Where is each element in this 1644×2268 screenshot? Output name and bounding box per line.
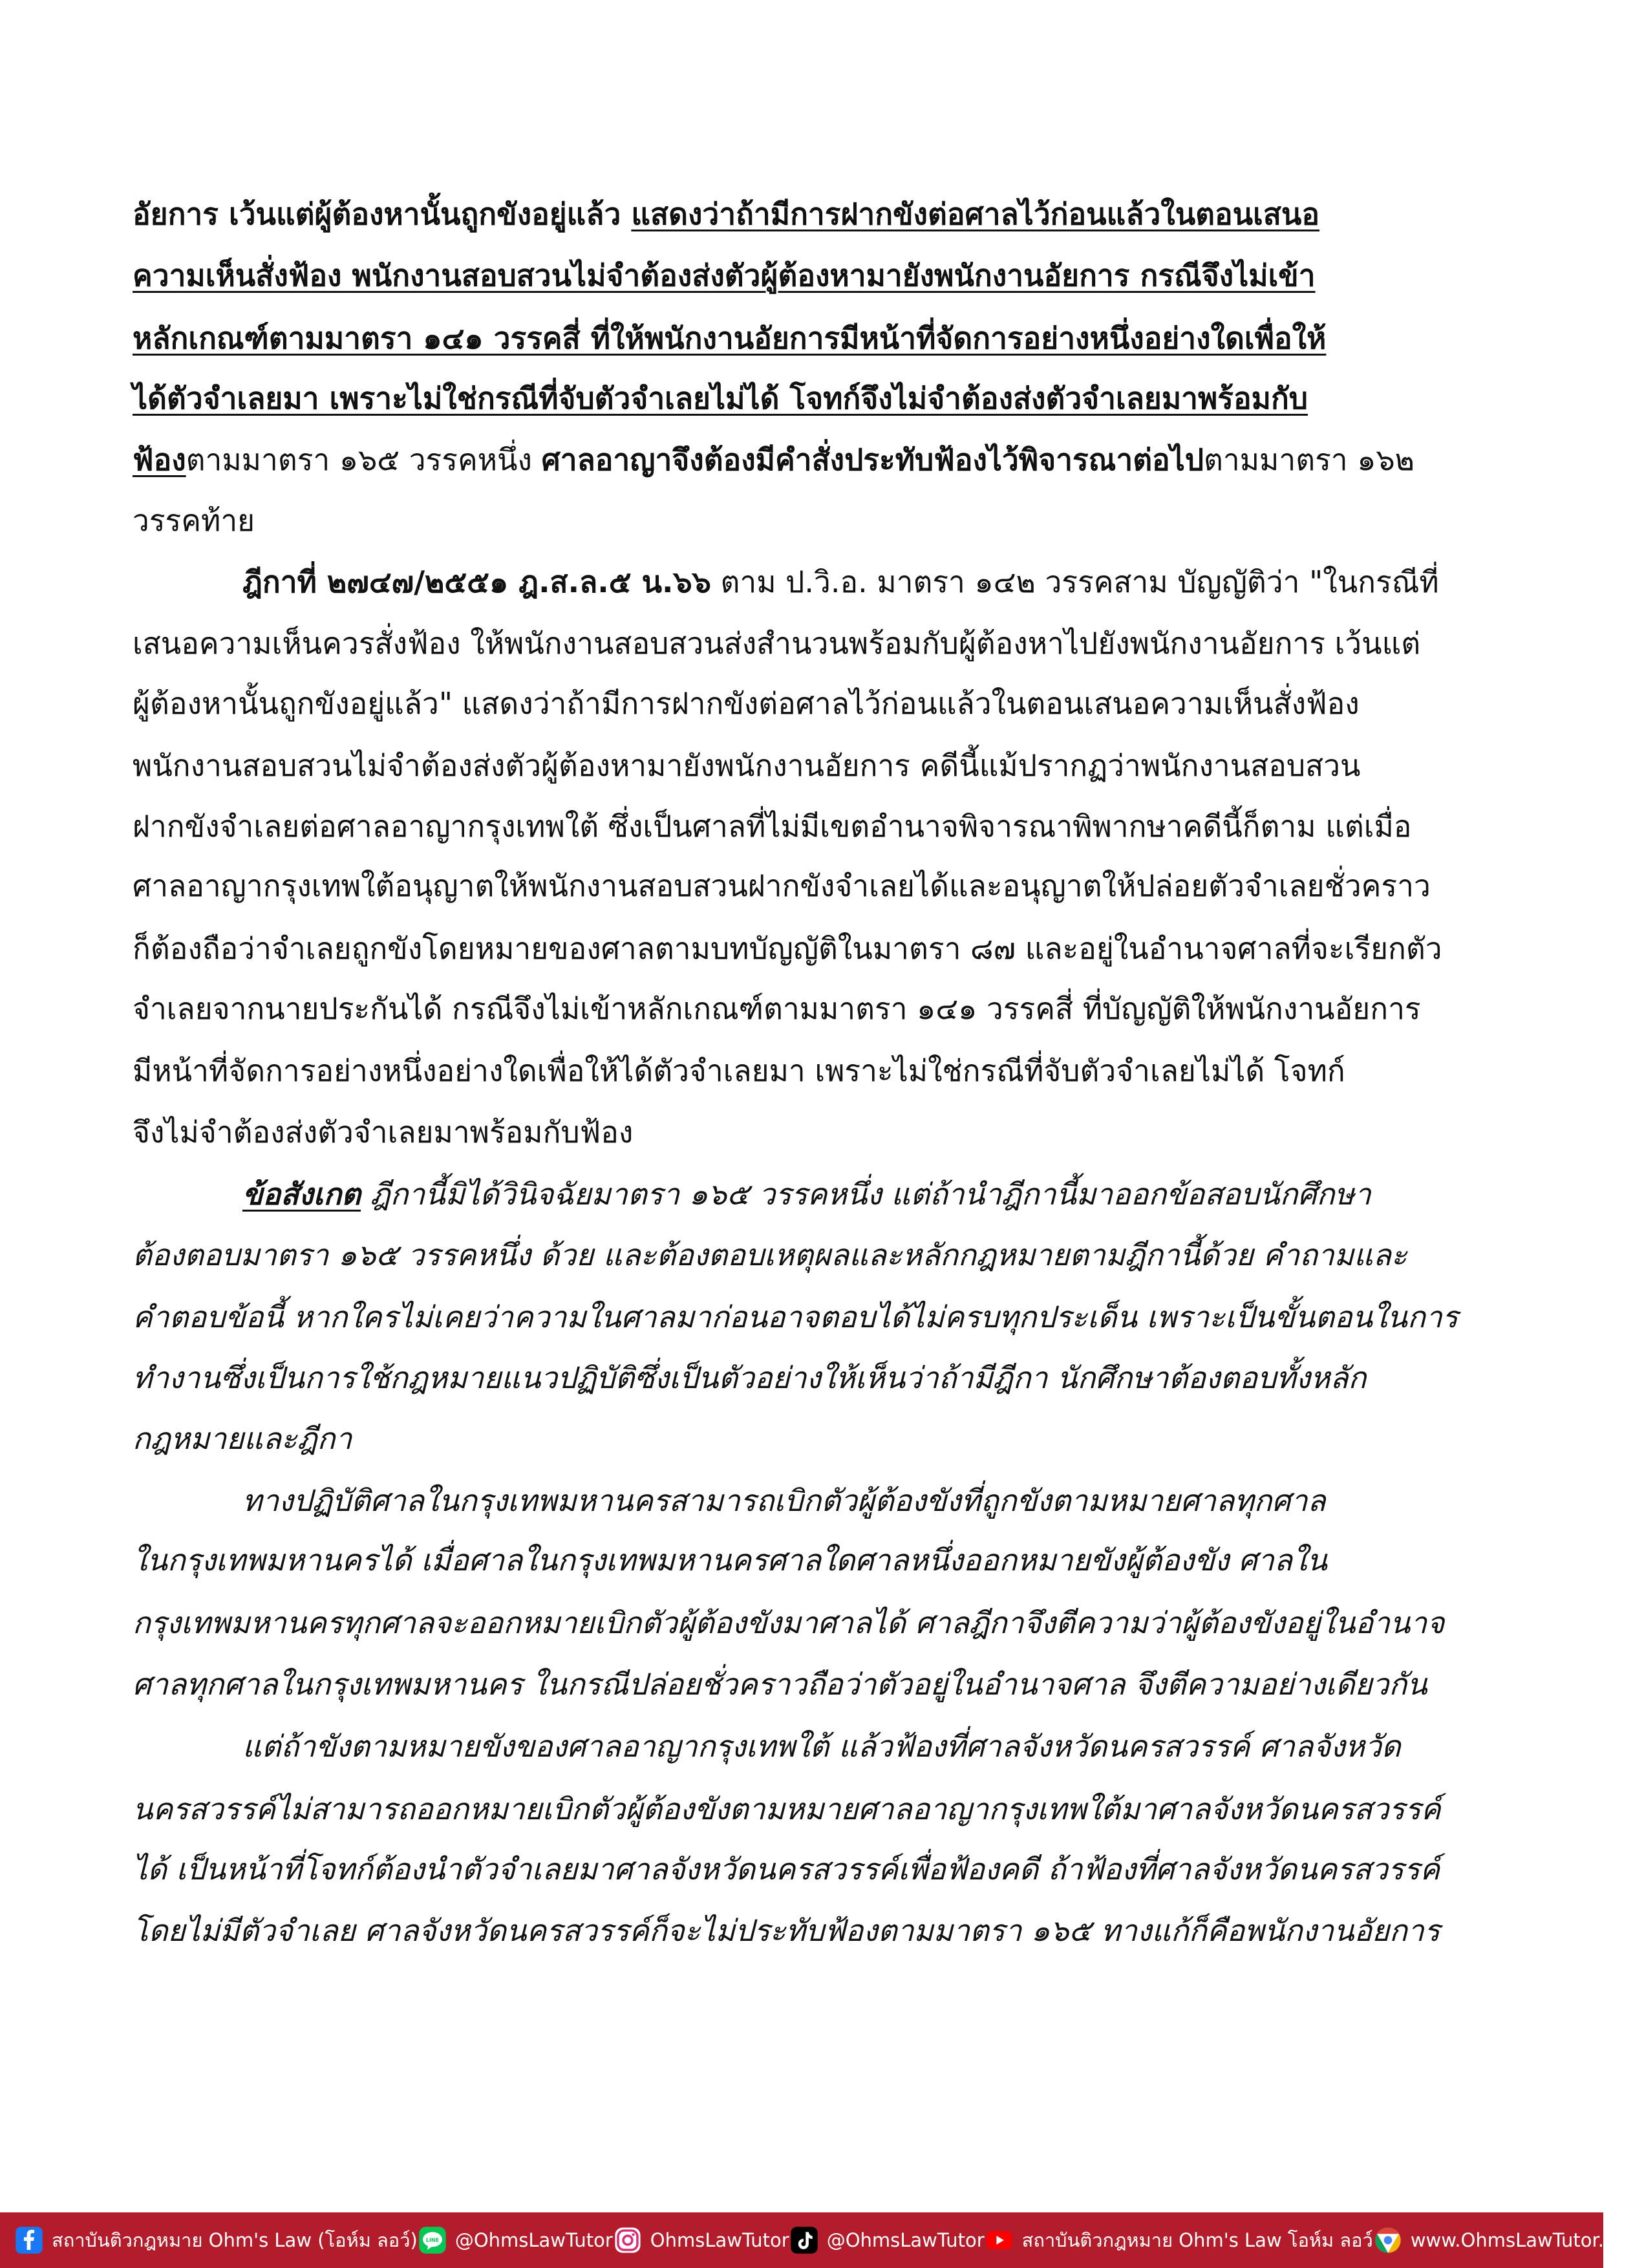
text-line [133, 614, 1464, 672]
text-segment: ศาลทุกศาลในกรุงเทพมหานคร ในกรณีปล่อยชั่วคราวถือว่าตัวอยู่ในอำนาจศาล จึงตีความอย่างเดียวกัน [133, 1667, 1427, 1702]
footer-item-website[interactable] [1373, 2225, 1644, 2255]
footer-item-facebook[interactable] [14, 2225, 418, 2255]
text-segment: ในกรุงเทพมหานครได้ เมื่อศาลในกรุงเทพมหานครศาลใดศาลหนึ่งออกหมายขังผู้ต้องขัง ศาลใน [133, 1543, 1327, 1578]
text-line [133, 246, 1464, 305]
footer-item-line[interactable] [418, 2225, 613, 2255]
text-line [133, 736, 1464, 795]
text-segment: ผู้ต้องหานั้นถูกขังอยู่แล้ว" แสดงว่าถ้ามีการฝากขังต่อศาลไว้ก่อนแล้วในตอนเสนอความเห็นสั่งฟ้อง [133, 686, 1360, 721]
text-segment: ได้ เป็นหน้าที่โจทก์ต้องนำตัวจำเลยมาศาลจังหวัดนครสวรรค์เพื่อฟ้องคดี ถ้าฟ้องที่ศาลจังหวัดนครสวรรค์ [133, 1852, 1440, 1887]
text-segment: ได้ตัวจำเลยมา เพราะไม่ใช่กรณีที่จับตัวจำเลยไม่ได้ โจทก์จึงไม่จำต้องส่งตัวจำเลยมาพร้อมกับ [133, 381, 1308, 416]
svg-text:LINE: LINE [425, 2237, 439, 2243]
text-line [133, 857, 1464, 915]
text-line [133, 431, 1464, 489]
text-line [133, 553, 1574, 611]
text-segment: มีหน้าที่จัดการอย่างหนึ่งอย่างใดเพื่อให้ได้ตัวจำเลยมา เพราะไม่ใช่กรณีที่จับตัวจำเลยไม่ได้ โจทก์ [133, 1053, 1345, 1088]
text-segment: ก็ต้องถือว่าจำเลยถูกขังโดยหมายของศาลตามบทบัญญัติในมาตรา ๘๗ และอยู่ในอำนาจศาลที่จะเรียกตัว [133, 931, 1442, 966]
text-segment: ศาลอาญาจึงต้องมีคำสั่งประทับฟ้องไว้พิจารณาต่อไป [541, 442, 1204, 477]
facebook-icon [14, 2225, 44, 2255]
instagram-icon [613, 2225, 643, 2255]
footer-item-youtube[interactable] [985, 2225, 1373, 2255]
footer-item-instagram[interactable] [613, 2225, 789, 2255]
footer-item-label: @OhmsLawTutor [454, 2229, 613, 2251]
text-line [133, 1409, 1464, 1468]
text-segment: กฎหมายและฎีกา [133, 1421, 352, 1456]
text-segment: แต่ถ้าขังตามหมายขังของศาลอาญากรุงเทพใต้ แล้วฟ้องที่ศาลจังหวัดนครสวรรค์ ศาลจังหวัด [242, 1729, 1401, 1764]
text-segment: ต้องตอบมาตรา ๑๖๕ วรรคหนึ่ง ด้วย และต้องตอบเหตุผลและหลักกฎหมายตามฎีกานี้ด้วย คำถามและ [133, 1237, 1407, 1272]
text-line [133, 1288, 1464, 1346]
text-segment: ฝากขังจำเลยต่อศาลอาญากรุงเทพใต้ ซึ่งเป็นศาลที่ไม่มีเขตอำนาจพิจารณาพิพากษาคดีนี้ก็ตาม แต่เมื่อ [133, 809, 1412, 844]
footer-item-tiktok[interactable] [789, 2225, 985, 2255]
text-line [133, 1717, 1574, 1775]
text-segment: อัยการ เว้นแต่ผู้ต้องหานั้นถูกขังอยู่แล้ว [133, 197, 632, 231]
text-segment: จึงไม่จำต้องส่งตัวจำเลยมาพร้อมกับฟ้อง [133, 1115, 634, 1150]
text-segment: ทำงานซึ่งเป็นการใช้กฎหมายแนวปฏิบัติซึ่งเป็นตัวอย่างให้เห็นว่าถ้ามีฎีกา นักศึกษาต้องตอบทั้งหลัก [133, 1360, 1367, 1395]
text-line [133, 1655, 1464, 1713]
text-segment: ฟ้อง [133, 442, 186, 477]
text-line [133, 1901, 1464, 1960]
footer-item-label: OhmsLawTutor [650, 2229, 789, 2251]
chrome-icon [1373, 2225, 1403, 2255]
text-line [133, 1594, 1464, 1652]
footer-bar [0, 2212, 1644, 2268]
footer-item-label: www.OhmsLawTutor.com [1410, 2229, 1644, 2251]
text-line [133, 309, 1464, 367]
text-line [133, 1103, 1464, 1161]
text-segment: กรุงเทพมหานครทุกศาลจะออกหมายเบิกตัวผู้ต้องขังมาศาลได้ ศาลฎีกาจึงตีความว่าผู้ต้องขังอยู่ในอำนาจ [133, 1605, 1445, 1640]
text-line [133, 369, 1464, 427]
text-line [133, 1226, 1464, 1284]
text-line [133, 919, 1464, 978]
text-segment: ตามมาตรา ๑๖๕ วรรคหนึ่ง [186, 442, 542, 477]
text-line [133, 1349, 1464, 1407]
text-segment: ตามมาตรา ๑๖๒ [1204, 442, 1414, 477]
text-line [133, 979, 1464, 1038]
text-line [133, 1840, 1464, 1898]
text-line [133, 1531, 1464, 1589]
text-line [133, 491, 1464, 550]
text-line [133, 1042, 1464, 1100]
text-line [133, 674, 1464, 733]
footer-item-label: สถาบันติวกฎหมาย Ohm's Law (โอห์ม ลอว์) [52, 2229, 418, 2251]
text-segment: นครสวรรค์ไม่สามารถออกหมายเบิกตัวผู้ต้องขังตามหมายศาลอาญากรุงเทพใต้มาศาลจังหวัดนครสวรรค์ [133, 1792, 1441, 1826]
text-segment: ข้อสังเกต [242, 1177, 361, 1212]
text-line [133, 1780, 1464, 1838]
text-segment: แสดงว่าถ้ามีการฝากขังต่อศาลไว้ก่อนแล้วในตอนเสนอ [631, 197, 1319, 231]
text-line [133, 1165, 1574, 1223]
text-line [133, 797, 1464, 855]
text-segment: วรรคท้าย [133, 503, 255, 538]
footer-item-label: สถาบันติวกฎหมาย Ohm's Law โอห์ม ลอว์ [1021, 2229, 1373, 2251]
text-segment: พนักงานสอบสวนไม่จำต้องส่งตัวผู้ต้องหามายังพนักงานอัยการ คดีนี้แม้ปรากฏว่าพนักงานสอบสวน [133, 748, 1361, 783]
text-segment: เสนอความเห็นควรสั่งฟ้อง ให้พนักงานสอบสวนส่งสำนวนพร้อมกับผู้ต้องหาไปยังพนักงานอัยการ เว้นแต่ [133, 626, 1421, 661]
text-segment: จำเลยจากนายประกันได้ กรณีจึงไม่เข้าหลักเกณฑ์ตามมาตรา ๑๔๑ วรรคสี่ ที่บัญญัติให้พนักงานอัยการ [133, 991, 1421, 1026]
text-segment: หลักเกณฑ์ตามมาตรา ๑๔๑ วรรคสี่ ที่ให้พนักงานอัยการมีหน้าที่จัดการอย่างหนึ่งอย่างใดเพื่อให้ [133, 321, 1327, 356]
text-segment: ตาม ป.วิ.อ. มาตรา ๑๔๒ วรรคสาม บัญญัติว่า "ในกรณีที่ [710, 564, 1439, 599]
text-segment: คำตอบข้อนี้ หากใครไม่เคยว่าความในศาลมาก่อนอาจตอบได้ไม่ครบทุกประเด็น เพราะเป็นขั้นตอนในการ [133, 1300, 1458, 1334]
text-segment: ทางปฏิบัติศาลในกรุงเทพมหานครสามารถเบิกตัวผู้ต้องขังที่ถูกขังตามหมายศาลทุกศาล [242, 1483, 1326, 1518]
text-segment: ความเห็นสั่งฟ้อง พนักงานสอบสวนไม่จำต้องส่งตัวผู้ต้องหามายังพนักงานอัยการ กรณีจึงไม่เข้า [133, 258, 1316, 293]
text-line [133, 185, 1464, 243]
text-segment: ฎีกานี้มิได้วินิจฉัยมาตรา ๑๖๕ วรรคหนึ่ง แต่ถ้านำฎีกานี้มาออกข้อสอบนักศึกษา [361, 1177, 1371, 1212]
text-segment: โดยไม่มีตัวจำเลย ศาลจังหวัดนครสวรรค์ก็จะไม่ประทับฟ้องตามมาตรา ๑๖๕ ทางแก้ก็คือพนักงานอัยการ [133, 1913, 1440, 1948]
tiktok-icon [789, 2225, 819, 2255]
text-segment: ศาลอาญากรุงเทพใต้อนุญาตให้พนักงานสอบสวนฝากขังจำเลยได้และอนุญาตให้ปล่อยตัวจำเลยชั่วคราว [133, 868, 1431, 903]
text-line [133, 1471, 1574, 1530]
text-segment: ฎีกาที่ ๒๗๔๗/๒๕๕๑ ฎ.ส.ล.๕ น.๖๖ [242, 564, 711, 599]
footer-item-label: @OhmsLawTutor [826, 2229, 985, 2251]
line-icon [418, 2225, 447, 2255]
youtube-icon [985, 2225, 1014, 2255]
